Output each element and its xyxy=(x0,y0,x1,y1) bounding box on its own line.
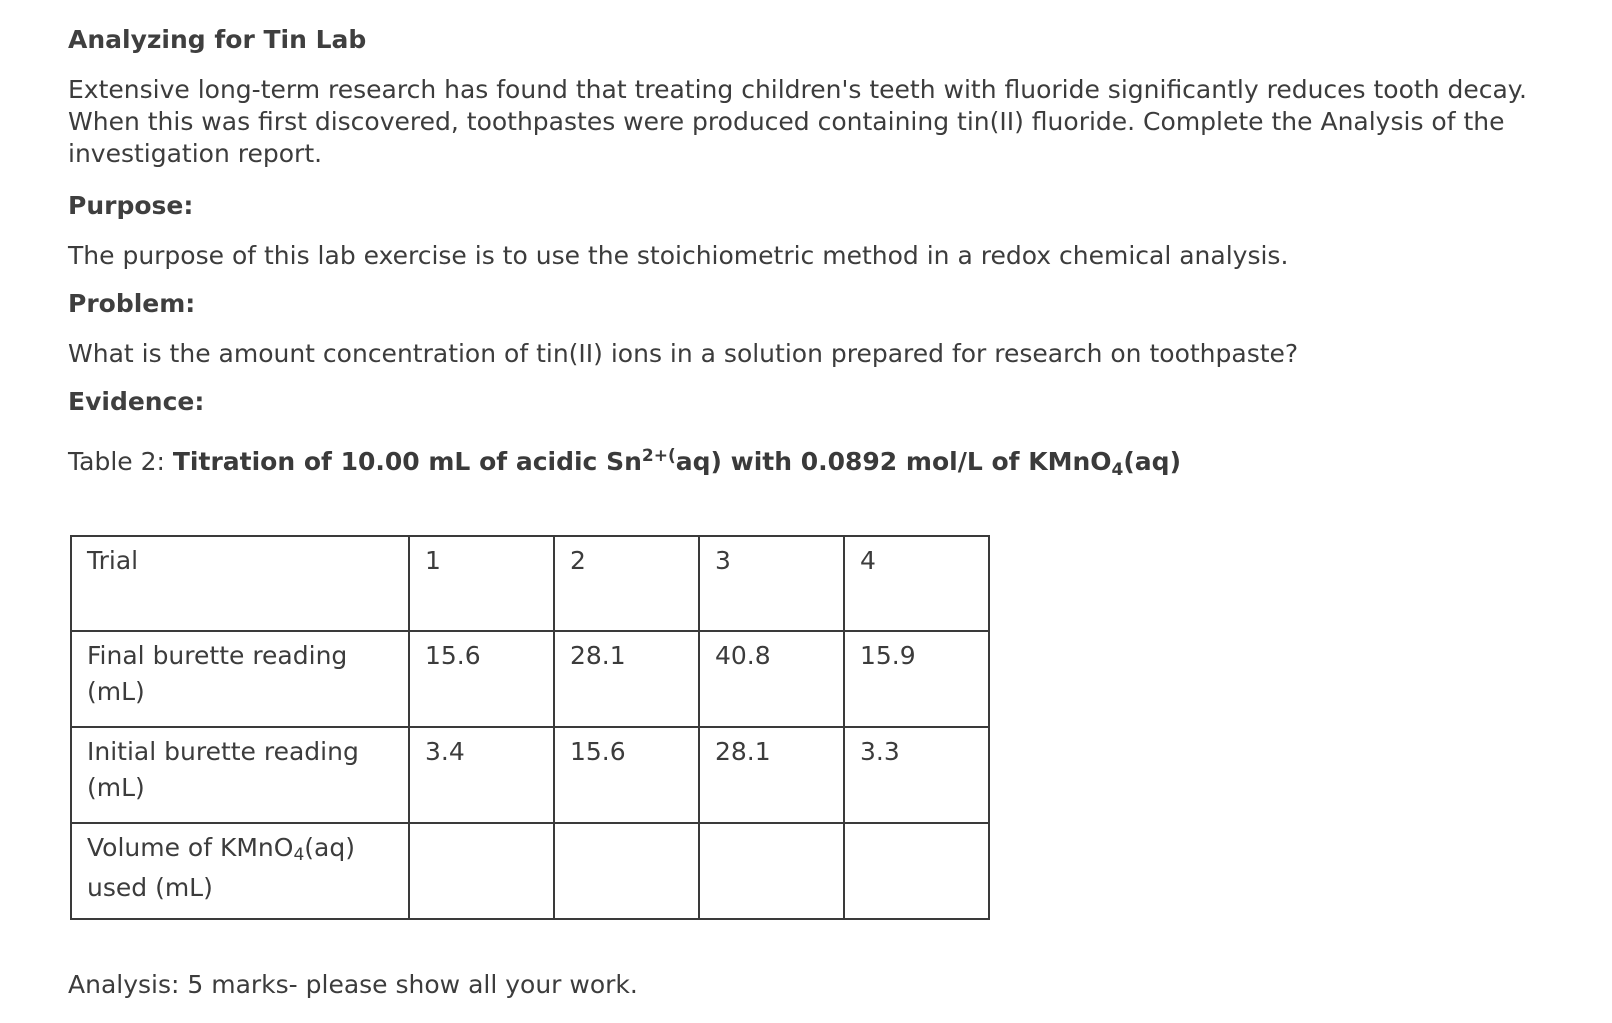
volume-used-cell[interactable] xyxy=(699,823,844,919)
initial-reading-cell: 3.3 xyxy=(844,727,989,823)
problem-heading: Problem: xyxy=(68,289,196,318)
volume-used-cell[interactable] xyxy=(844,823,989,919)
initial-reading-cell: 28.1 xyxy=(699,727,844,823)
volume-used-label-cell xyxy=(71,823,409,919)
document xyxy=(68,20,1588,482)
problem-text: What is the amount concentration of tin(II) ions in a solution prepared for research on toothpaste? xyxy=(68,339,1299,368)
final-reading-cell: 28.1 xyxy=(554,631,699,727)
trial-header-cell: Trial xyxy=(71,536,409,631)
analysis-instruction: Analysis: 5 marks- please show all your work. xyxy=(68,970,638,999)
table-row xyxy=(71,536,989,631)
titration-table xyxy=(70,535,990,920)
purpose-heading: Purpose: xyxy=(68,191,194,220)
caption-part1: Titration of 10.00 mL of acidic Sn xyxy=(172,447,642,476)
table-row xyxy=(71,631,989,727)
initial-reading-cell: 3.4 xyxy=(409,727,554,823)
final-reading-cell: 15.6 xyxy=(409,631,554,727)
trial-number-cell: 2 xyxy=(554,536,699,631)
volume-label-post: (aq) used (mL) xyxy=(87,833,355,902)
table-row xyxy=(71,823,989,919)
trial-number-cell: 3 xyxy=(699,536,844,631)
caption-superscript: 2+( xyxy=(641,446,676,466)
purpose-text: The purpose of this lab exercise is to use the stoichiometric method in a redox chemical analysis. xyxy=(68,241,1289,270)
initial-reading-cell: 15.6 xyxy=(554,727,699,823)
caption-part3: (aq) xyxy=(1123,447,1181,476)
table-row xyxy=(71,727,989,823)
final-reading-cell: 15.9 xyxy=(844,631,989,727)
final-reading-cell: 40.8 xyxy=(699,631,844,727)
caption-prefix: Table 2: xyxy=(68,447,173,476)
volume-label-subscript: 4 xyxy=(293,845,305,865)
table-caption xyxy=(68,442,1588,482)
intro-paragraph: Extensive long-term research has found that treating children's teeth with fluoride significantly reduces tooth decay. When this was first discovered, toothpastes were produced containing tin(II) fluoride. Complete the Analysis of the investigation report. xyxy=(68,75,1527,168)
volume-label-pre: Volume of KMnO xyxy=(87,833,294,862)
final-reading-label-cell: Final burette reading (mL) xyxy=(71,631,409,727)
evidence-heading: Evidence: xyxy=(68,387,205,416)
caption-bold xyxy=(172,446,1181,480)
trial-number-cell: 4 xyxy=(844,536,989,631)
document-title: Analyzing for Tin Lab xyxy=(68,25,367,54)
trial-number-cell: 1 xyxy=(409,536,554,631)
initial-reading-label-cell: Initial burette reading (mL) xyxy=(71,727,409,823)
caption-subscript: 4 xyxy=(1111,460,1124,480)
volume-used-cell[interactable] xyxy=(409,823,554,919)
volume-used-cell[interactable] xyxy=(554,823,699,919)
caption-part2: aq) with 0.0892 mol/L of KMnO xyxy=(675,447,1112,476)
